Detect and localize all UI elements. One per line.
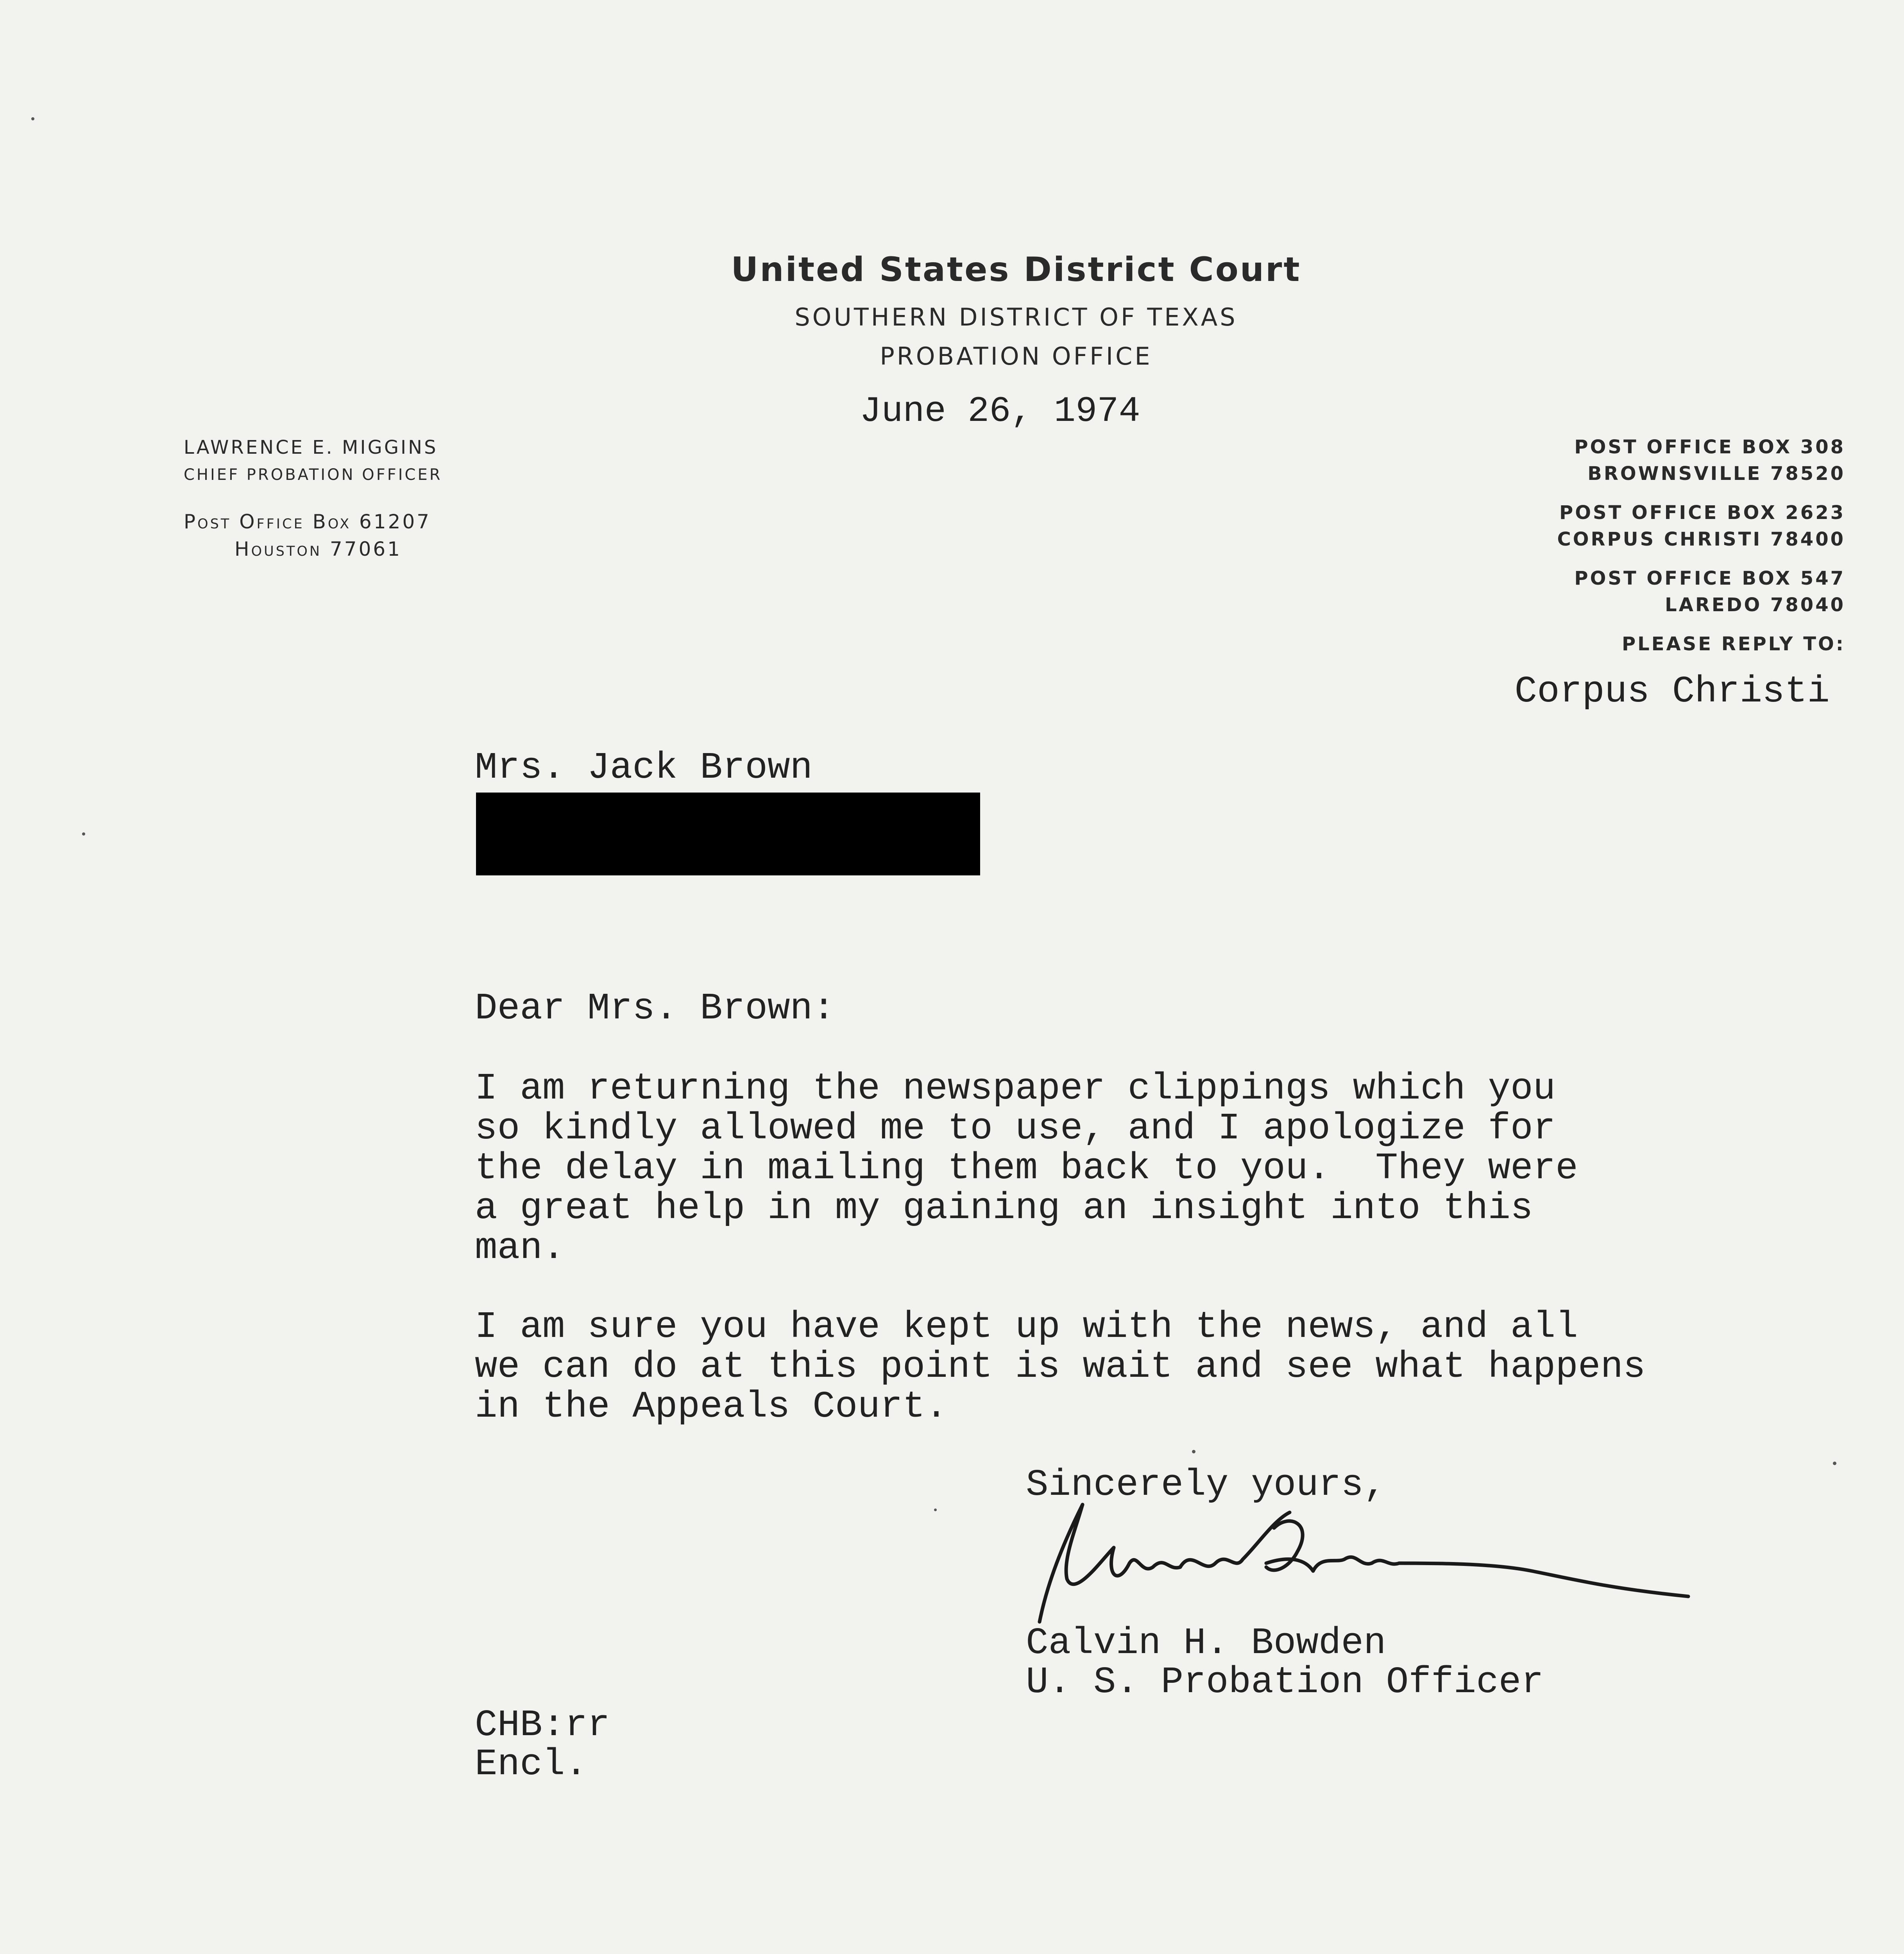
paper-speck bbox=[82, 832, 85, 836]
chief-officer-name: LAWRENCE E. MIGGINS bbox=[184, 437, 438, 458]
laredo-box: POST OFFICE BOX 547 bbox=[1574, 567, 1845, 589]
brownsville-city: BROWNSVILLE 78520 bbox=[1587, 463, 1845, 485]
reply-label: PLEASE REPLY TO: bbox=[1621, 633, 1845, 655]
branch-offices-block bbox=[1415, 434, 1845, 657]
court-title: United States District Court bbox=[731, 250, 1301, 289]
chief-officer-block bbox=[184, 434, 442, 563]
brownsville-box: POST OFFICE BOX 308 bbox=[1574, 436, 1845, 458]
letter-date: June 26, 1974 bbox=[860, 391, 1140, 432]
office-line: PROBATION OFFICE bbox=[880, 342, 1152, 370]
corpus-city: CORPUS CHRISTI 78400 bbox=[1557, 528, 1845, 550]
closing: Sincerely yours, bbox=[1026, 1464, 1386, 1506]
signer-name: Calvin H. Bowden bbox=[1026, 1622, 1386, 1664]
enclosure-note: Encl. bbox=[475, 1743, 588, 1786]
houston-city: Houston 77061 bbox=[234, 538, 402, 560]
paper-speck bbox=[934, 1508, 937, 1511]
corpus-box: POST OFFICE BOX 2623 bbox=[1559, 502, 1845, 524]
recipient-name: Mrs. Jack Brown bbox=[475, 746, 813, 789]
paper-speck bbox=[31, 117, 34, 120]
signer-title: U. S. Probation Officer bbox=[1026, 1661, 1544, 1703]
laredo-city: LAREDO 78040 bbox=[1665, 594, 1845, 616]
body-paragraph-2: I am sure you have kept up with the news, and all we can do at this point is wait and see what happens in the Appeals Court. bbox=[475, 1306, 1646, 1428]
paper-speck bbox=[1833, 1462, 1836, 1465]
paper-speck bbox=[1192, 1450, 1195, 1453]
reply-city: Corpus Christi bbox=[1514, 670, 1830, 713]
district-line: SOUTHERN DISTRICT OF TEXAS bbox=[795, 303, 1238, 331]
houston-box: Post Office Box 61207 bbox=[184, 510, 431, 533]
salutation: Dear Mrs. Brown: bbox=[475, 987, 835, 1030]
redaction-bar bbox=[476, 793, 980, 875]
body-paragraph-1: I am returning the newspaper clippings which you so kindly allowed me to use, and I apologize for the delay in mailing them back to you. They were a great help in my gaining an insight into this man. bbox=[475, 1067, 1578, 1269]
chief-officer-title: CHIEF PROBATION OFFICER bbox=[184, 466, 442, 484]
typist-initials: CHB:rr bbox=[475, 1704, 610, 1746]
